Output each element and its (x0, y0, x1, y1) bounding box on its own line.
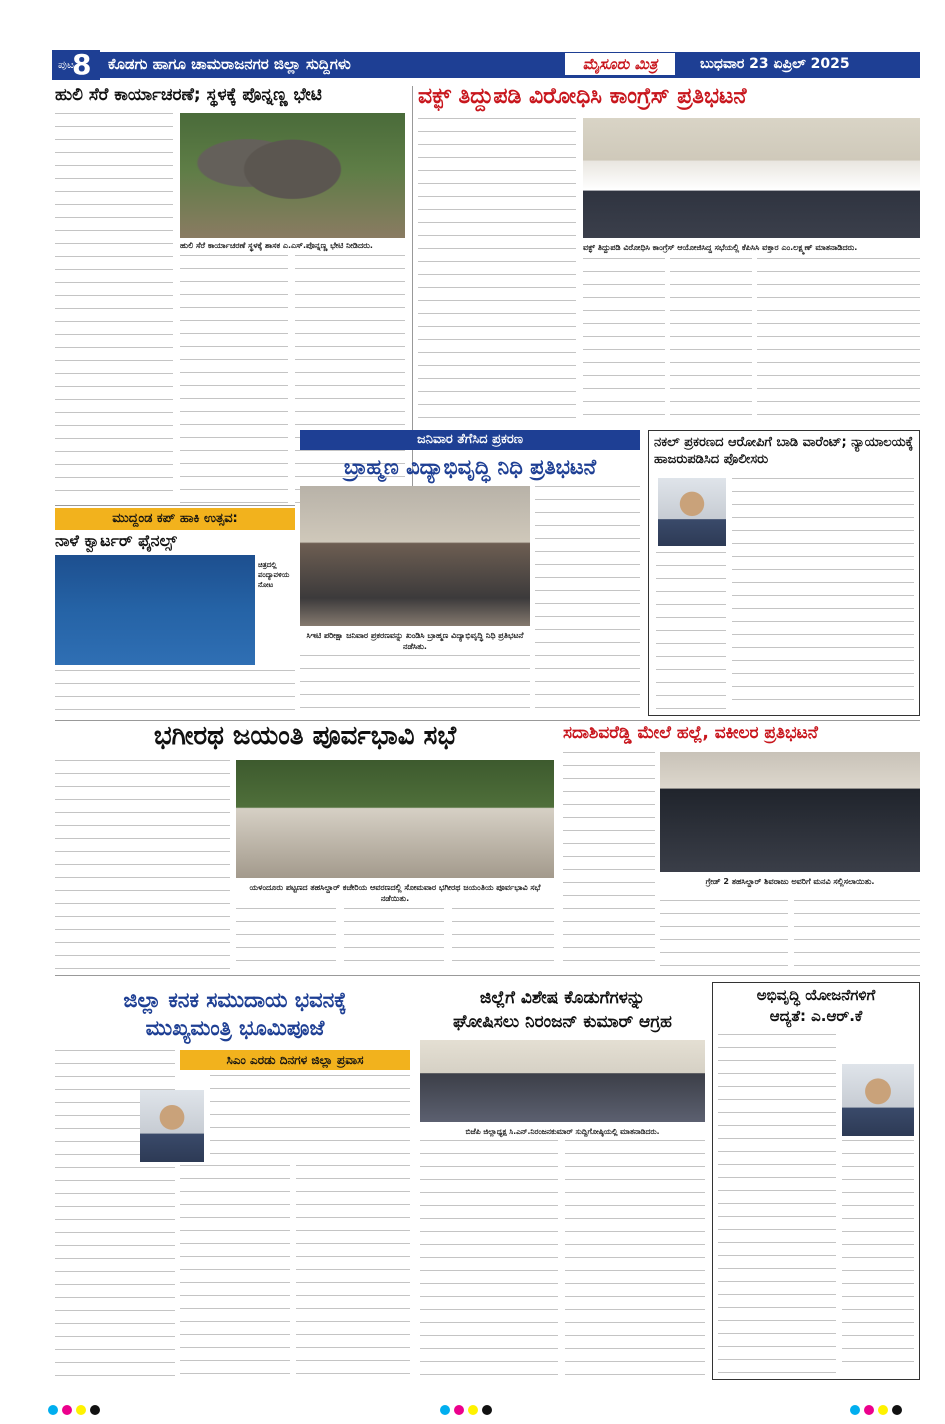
hockey-subheadline: ನಾಳೆ ಕ್ವಾರ್ಟರ್ ಫೈನಲ್ಸ್ (55, 531, 177, 550)
registration-marks-left (48, 1400, 104, 1419)
advocates-headline: ಸದಾಶಿವರೆಡ್ಡಿ ಮೇಲೆ ಹಲ್ಲೆ, ವಕೀಲರ ಪ್ರತಿಭಟನೆ (563, 723, 818, 743)
waqf-photo (583, 118, 920, 238)
brahmana-body-column-2 (300, 655, 530, 716)
masthead-logo: ಮೈಸೂರು ಮಿತ್ರ (565, 53, 675, 75)
warrant-headline: ನಕಲ್ ಪ್ರಕರಣದ ಆರೋಪಿಗೆ ಬಾಡಿ ವಾರೆಂಟ್; ನ್ಯಾಯಾಲಯಕ್ಕೆ ಹಾಜರುಪಡಿಸಿದ ಪೊಲೀಸರು (654, 435, 914, 467)
elephant-body-column-2 (180, 255, 288, 503)
waqf-body-column-2 (583, 258, 665, 424)
page-number-box (52, 50, 100, 80)
hockey-body (55, 670, 295, 716)
brahmana-headline: ಬ್ರಾಹ್ಮಣ ವಿದ್ಯಾಭಿವೃದ್ಧಿ ನಿಧಿ ಪ್ರತಿಭಟನೆ (343, 455, 597, 479)
development-person-photo (842, 1064, 914, 1136)
elephant-body-column-1 (55, 113, 173, 503)
waqf-body-column-4 (757, 258, 920, 424)
issue-date: ಬುಧವಾರ 23 ಏಪ್ರಿಲ್ 2025 (700, 56, 850, 72)
bhagiratha-body-column-3 (344, 908, 444, 970)
brahmana-kicker: ಜನಿವಾರ ತೆಗೆಸಿದ ಪ್ರಕರಣ (300, 430, 640, 450)
niranjan-headline-line-1: ಜಿಲ್ಲೆಗೆ ವಿಶೇಷ ಕೊಡುಗೆಗಳನ್ನು (479, 988, 646, 1008)
warrant-body-column-2 (656, 552, 726, 710)
bhagiratha-headline: ಭಗೀರಥ ಜಯಂತಿ ಪೂರ್ವಭಾವಿ ಸಭೆ (153, 721, 457, 751)
chief-minister-photo (140, 1090, 204, 1162)
kanaka-headline-line-1: ಜಿಲ್ಲಾ ಕನಕ ಸಮುದಾಯ ಭವನಕ್ಕೆ (123, 988, 347, 1012)
niranjan-body-column-2 (565, 1140, 705, 1380)
advocates-body-column-3 (794, 900, 920, 970)
registration-marks-center (440, 1400, 496, 1419)
bhagiratha-body-column-4 (452, 908, 554, 970)
kanaka-subhead: ಸಿಎಂ ಎರಡು ದಿನಗಳ ಜಿಲ್ಲಾ ಪ್ರವಾಸ (180, 1050, 410, 1070)
brahmana-caption: ಸಿಇಟಿ ಪರೀಕ್ಷಾ ಜನಿವಾರ ಪ್ರಕರಣವನ್ನು ಖಂಡಿಸಿ ಬ್ರಾಹ್ಮಣ ವಿದ್ಯಾಭಿವೃದ್ಧಿ ನಿಧಿ ಪ್ರತಿಭಟನೆ ನಡೆಸಿತು. (306, 631, 524, 651)
kanaka-body-column-2 (210, 1075, 410, 1155)
row-divider (55, 505, 295, 506)
elephant-caption: ಹುಲಿ ಸೆರೆ ಕಾರ್ಯಾಚರಣೆ ಸ್ಥಳಕ್ಕೆ ಶಾಸಕ ಎ.ಎಸ್.ಪೊನ್ನಣ್ಣ ಭೇಟಿ ನೀಡಿದರು. (180, 241, 373, 250)
kanaka-headline-line-2: ಮುಖ್ಯಮಂತ್ರಿ ಭೂಮಿಪೂಜೆ (145, 1016, 325, 1040)
warrant-accused-photo (658, 478, 726, 546)
advocates-body-column-1 (563, 752, 655, 970)
advocates-body-column-2 (660, 900, 788, 970)
development-body-column-1 (718, 1034, 836, 1374)
page-label: ಪುಟ (58, 58, 75, 71)
development-headline-line-2: ಆದ್ಯತೆ: ಎ.ಆರ್.ಕೆ (769, 1007, 863, 1025)
kanaka-body-column-3 (180, 1165, 290, 1380)
bhagiratha-body-column-2 (236, 908, 336, 970)
waqf-caption: ವಕ್ಫ್ ತಿದ್ದುಪಡಿ ವಿರೋಧಿಸಿ ಕಾಂಗ್ರೆಸ್ ಆಯೋಜಿಸಿದ್ದ ಸಭೆಯಲ್ಲಿ ಕೆಪಿಸಿಸಿ ವಕ್ತಾರ ಎಂ.ಲಕ್ಷ್ಮಣ್ ಮಾತನಾಡಿದರು. (583, 243, 858, 252)
elephant-headline: ಹುಲಿ ಸೆರೆ ಕಾರ್ಯಾಚರಣೆ; ಸ್ಥಳಕ್ಕೆ ಪೊನ್ನಣ್ಣ ಭೇಟಿ (55, 85, 322, 105)
niranjan-photo (420, 1040, 705, 1122)
niranjan-caption: ಬಿಜೆಪಿ ಜಿಲ್ಲಾಧ್ಯಕ್ಷ ಸಿ.ಎನ್.ನಿರಂಜನಕುಮಾರ್ ಸುದ್ದಿಗೋಷ್ಠಿಯಲ್ಲಿ ಮಾತನಾಡಿದರು. (465, 1127, 660, 1136)
bhagiratha-photo (236, 760, 554, 878)
warrant-body-column-1 (732, 478, 914, 710)
page-number: 8 (72, 48, 92, 81)
elephant-photo (180, 113, 405, 238)
kanaka-body-column-4 (296, 1165, 410, 1380)
hockey-headline: ಮುದ್ದಂಡ ಕಪ್ ಹಾಕಿ ಉತ್ಸವ: (55, 508, 295, 530)
brahmana-photo (300, 486, 530, 626)
hockey-caption: ಚಿತ್ರದಲ್ಲಿ ಪಂದ್ಯಾವಳಿಯ ನೋಟ (258, 561, 290, 589)
waqf-body-column-1 (418, 118, 576, 424)
development-body-column-2 (842, 1140, 914, 1374)
bhagiratha-caption: ಯಳಂದೂರು ಪಟ್ಟಣದ ತಹಸಿಲ್ದಾರ್ ಕಚೇರಿಯ ಆವರಣದಲ್ಲಿ ಸೋಮವಾರ ಭಗೀರಥ ಜಯಂತಿಯ ಪೂರ್ವಭಾವಿ ಸಭೆ ನಡೆಯಿತು. (249, 883, 541, 903)
row-divider (55, 975, 920, 976)
waqf-headline: ವಕ್ಫ್ ತಿದ್ದುಪಡಿ ವಿರೋಧಿಸಿ ಕಾಂಗ್ರೆಸ್ ಪ್ರತಿಭಟನೆ (418, 84, 747, 109)
niranjan-body-column-1 (420, 1140, 558, 1380)
registration-marks-right (850, 1400, 906, 1419)
section-title: ಕೊಡಗು ಹಾಗೂ ಚಾಮರಾಜನಗರ ಜಿಲ್ಲಾ ಸುದ್ದಿಗಳು (108, 55, 351, 73)
advocates-caption: ಗ್ರೇಡ್ 2 ತಹಸಿಲ್ದಾರ್ ಶಿವರಾಜು ಅವರಿಗೆ ಮನವಿ ಸಲ್ಲಿಸಲಾಯಿತು. (705, 877, 875, 886)
waqf-body-column-3 (670, 258, 752, 424)
niranjan-headline-line-2: ಘೋಷಿಸಲು ನಿರಂಜನ್ ಕುಮಾರ್ ಆಗ್ರಹ (453, 1012, 672, 1032)
hockey-photo (55, 555, 255, 665)
development-headline-line-1: ಅಭಿವೃದ್ಧಿ ಯೋಜನೆಗಳಿಗೆ (756, 986, 876, 1004)
advocates-photo (660, 752, 920, 872)
brahmana-body-column-1 (535, 486, 640, 716)
bhagiratha-body-column-1 (55, 760, 230, 970)
